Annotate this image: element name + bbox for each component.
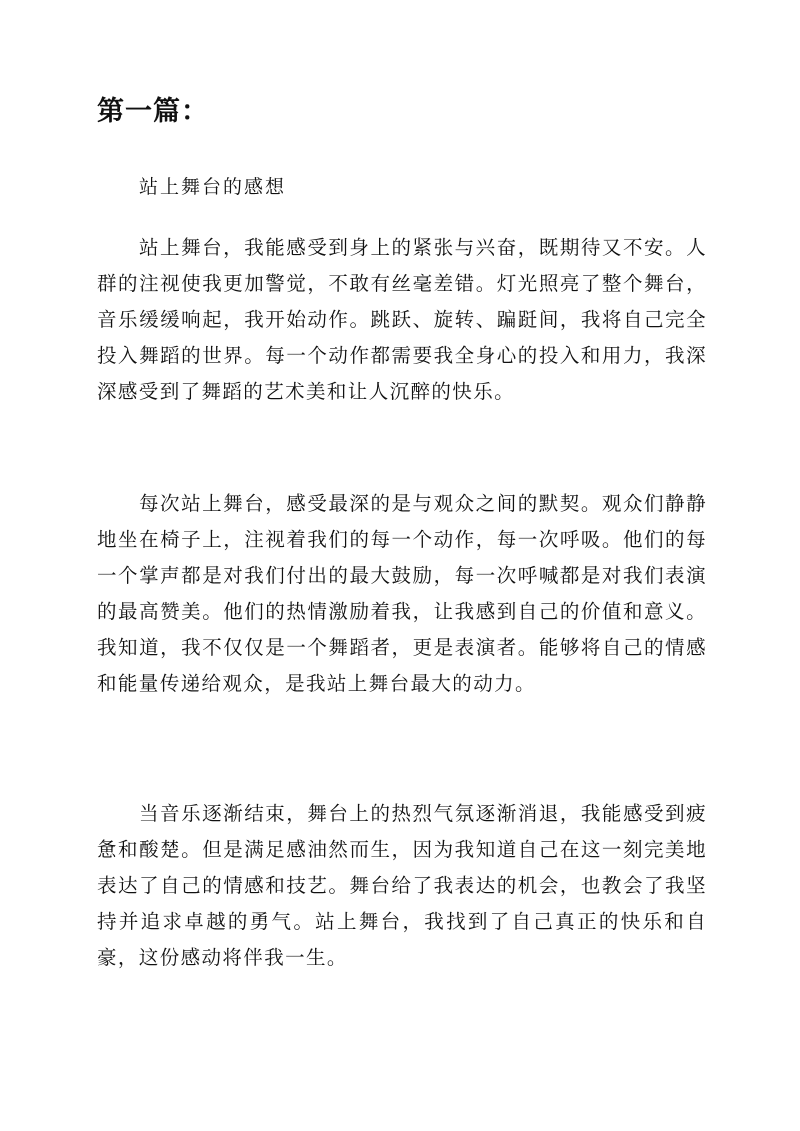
essay-title: 站上舞台的感想 [139, 176, 287, 198]
page-heading: 第一篇： [97, 96, 209, 127]
paragraph-1: 站上舞台，我能感受到身上的紧张与兴奋，既期待又不安。人群的注视使我更加警觉，不敢有丝毫差错。灯光照亮了整个舞台，音乐缓缓响起，我开始动作。跳跃、旋转、蹁跹间，我将自己完全投入舞蹈的世界。每一个动作都需要我全身心的投入和用力，我深深感受到了舞蹈的艺术美和让人沉醉的快乐。 [97, 236, 707, 403]
paragraph-2: 每次站上舞台，感受最深的是与观众之间的默契。观众们静静地坐在椅子上，注视着我们的每一个动作，每一次呼吸。他们的每一个掌声都是对我们付出的最大鼓励，每一次呼喊都是对我们表演的最高赞美。他们的热情激励着我，让我感到自己的价值和意义。我知道，我不仅仅是一个舞蹈者，更是表演者。能够将自己的情感和能量传递给观众，是我站上舞台最大的动力。 [97, 492, 707, 695]
paragraph-3: 当音乐逐渐结束，舞台上的热烈气氛逐渐消退，我能感受到疲惫和酸楚。但是满足感油然而生，因为我知道自己在这一刻完美地表达了自己的情感和技艺。舞台给了我表达的机会，也教会了我坚持并追求卓越的勇气。站上舞台，我找到了自己真正的快乐和自豪，这份感动将伴我一生。 [97, 802, 707, 969]
